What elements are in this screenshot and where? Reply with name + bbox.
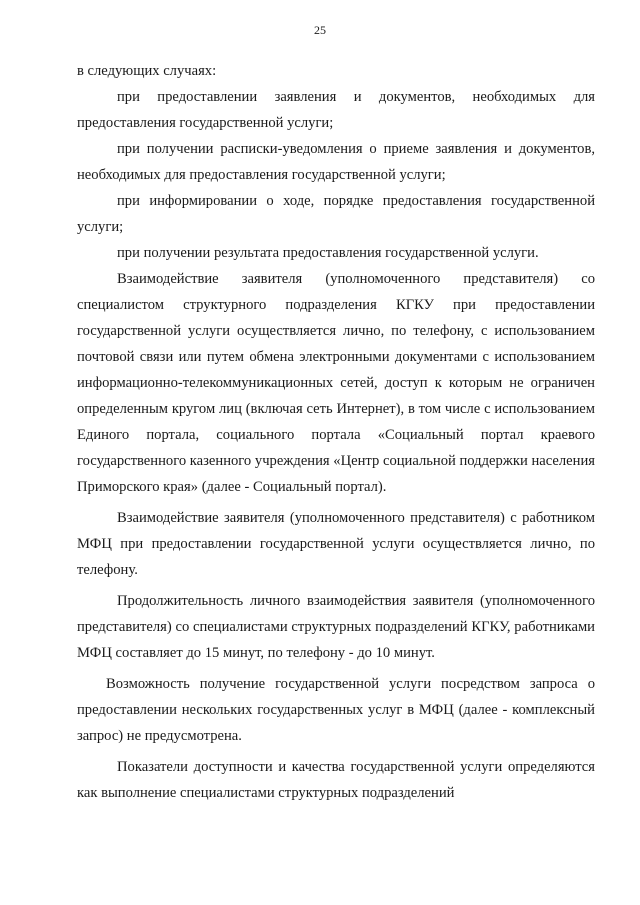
page-number: 25 bbox=[314, 23, 326, 37]
paragraph-case-result: при получении результата предоставления государственной услуги. bbox=[117, 245, 539, 261]
paragraph-interaction-mfc: Взаимодействие заявителя (уполномоченного представителя) с работником МФЦ при предоставлении государственной услуги осуществляется лично, по телефону. bbox=[77, 510, 595, 578]
paragraph-case-receipt: при получении расписки-уведомления о приеме заявления и документов, необходимых для предоставления государственной услуги; bbox=[77, 141, 595, 183]
paragraph-cases-intro: в следующих случаях: bbox=[77, 63, 217, 79]
paragraph-case-submission: при предоставлении заявления и документов, необходимых для предоставления государственной услуги; bbox=[77, 89, 595, 131]
paragraph-duration: Продолжительность личного взаимодействия заявителя (уполномоченного представителя) со специалистами структурных подразделений КГКУ, работниками МФЦ составляет до 15 минут, по телефону - до 10 минут. bbox=[77, 593, 595, 661]
paragraph-quality-indicators: Показатели доступности и качества государственной услуги определяются как выполнение специалистами структурных подразделений bbox=[77, 759, 595, 801]
paragraph-interaction-kgku: Взаимодействие заявителя (уполномоченного представителя) со специалистом структурного подразделения КГКУ при предоставлении государственной услуги осуществляется лично, по телефону, с использованием почтовой связи или путем обмена электронными документами с использованием информационно-телекоммуникационных сетей, доступ к которым не ограничен определенным кругом лиц (включая сеть Интернет), в том числе с использованием Единого портала, социального портала «Социальный портал краевого государственного казенного учреждения «Центр социальной поддержки населения Приморского края» (далее - Социальный портал). bbox=[77, 271, 595, 495]
paragraph-case-informing: при информировании о ходе, порядке предоставления государственной услуги; bbox=[77, 193, 595, 235]
paragraph-complex-request: Возможность получение государственной услуги посредством запроса о предоставлении нескольких государственных услуг в МФЦ (далее - комплексный запрос) не предусмотрена. bbox=[77, 676, 595, 744]
document-body bbox=[77, 58, 595, 806]
